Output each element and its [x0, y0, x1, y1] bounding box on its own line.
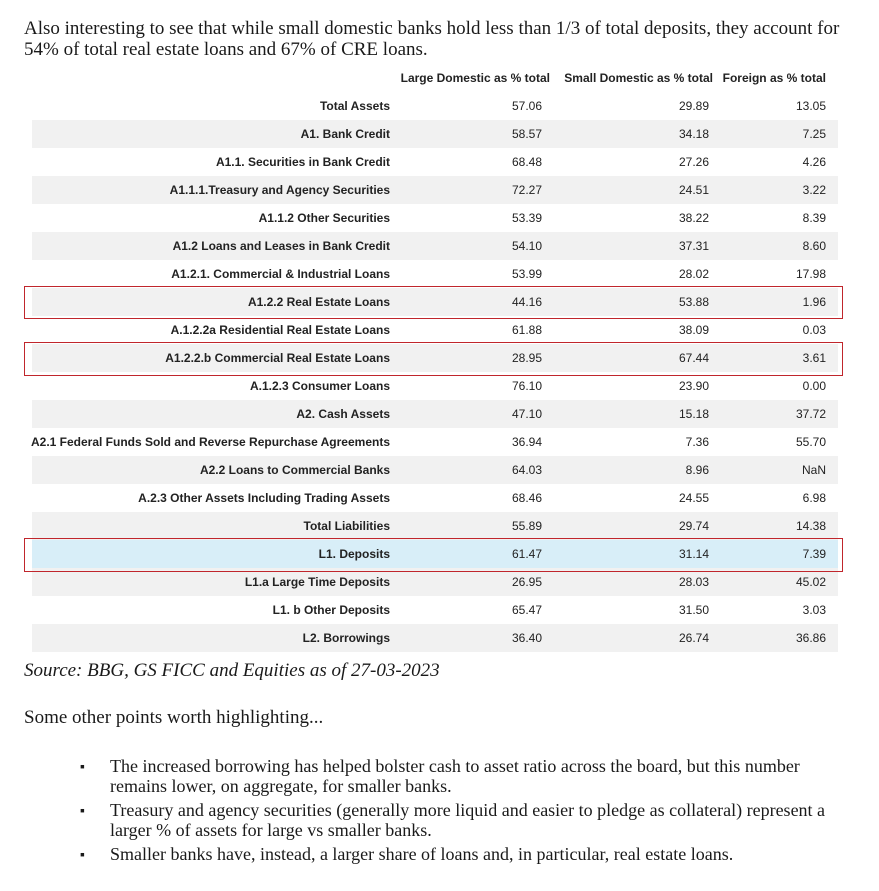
- cell-foreign: 7.25: [802, 127, 826, 141]
- table-row[interactable]: [32, 260, 838, 288]
- bullet-text: Treasury and agency securities (generally more liquid and easier to pledge as collateral) represent a larger % of assets for large vs smaller banks.: [110, 800, 826, 840]
- cell-foreign: 3.03: [802, 603, 826, 617]
- cell-large-domestic: 36.94: [511, 435, 542, 449]
- table-row[interactable]: [32, 596, 838, 624]
- cell-foreign: 17.98: [795, 267, 826, 281]
- cell-foreign: 14.38: [795, 519, 826, 533]
- table-row[interactable]: [32, 400, 838, 428]
- cell-foreign: 6.98: [802, 491, 826, 505]
- cell-large-domestic: 65.47: [511, 603, 542, 617]
- bullet-list: [80, 756, 850, 868]
- header-large-domestic: Large Domestic as % total: [400, 71, 550, 85]
- cell-foreign: 0.03: [802, 323, 826, 337]
- row-label: A1.2.2 Real Estate Loans: [247, 295, 390, 309]
- table-row[interactable]: [32, 512, 838, 540]
- bullet-icon: ▪: [80, 760, 85, 775]
- cell-small-domestic: 31.50: [678, 603, 709, 617]
- cell-large-domestic: 54.10: [511, 239, 542, 253]
- cell-foreign: 36.86: [795, 631, 826, 645]
- cell-foreign: 8.39: [802, 211, 826, 225]
- cell-large-domestic: 72.27: [511, 183, 542, 197]
- cell-small-domestic: 7.36: [685, 435, 709, 449]
- table-row[interactable]: [32, 624, 838, 652]
- bullet-icon: ▪: [80, 804, 85, 819]
- row-label: A.2.3 Other Assets Including Trading Assets: [138, 491, 390, 505]
- cell-large-domestic: 55.89: [511, 519, 542, 533]
- cell-foreign: 3.61: [802, 351, 826, 365]
- table-row[interactable]: [32, 316, 838, 344]
- cell-large-domestic: 68.48: [511, 155, 542, 169]
- bullet-text: The increased borrowing has helped bolster cash to asset ratio across the board, but this number remains lower, on aggregate, for smaller banks.: [110, 756, 800, 796]
- row-label: A1.2.1. Commercial & Industrial Loans: [171, 267, 390, 281]
- cell-small-domestic: 27.26: [678, 155, 709, 169]
- bullet-item: [80, 844, 850, 864]
- cell-large-domestic: 57.06: [511, 99, 542, 113]
- table-row[interactable]: [32, 148, 838, 176]
- header-foreign: Foreign as % total: [722, 71, 826, 85]
- row-label: A1.2.2.b Commercial Real Estate Loans: [165, 351, 390, 365]
- row-label: Total Liabilities: [303, 519, 390, 533]
- cell-small-domestic: 28.02: [678, 267, 709, 281]
- cell-foreign: 7.39: [802, 547, 826, 561]
- table-row[interactable]: [32, 120, 838, 148]
- table-row[interactable]: [32, 428, 838, 456]
- table-header: [32, 66, 838, 92]
- cell-foreign: 45.02: [795, 575, 826, 589]
- cell-foreign: 37.72: [795, 407, 826, 421]
- row-label: A1.2 Loans and Leases in Bank Credit: [172, 239, 390, 253]
- row-label: A1. Bank Credit: [300, 127, 390, 141]
- cell-small-domestic: 53.88: [678, 295, 709, 309]
- cell-foreign: 1.96: [802, 295, 826, 309]
- table-row[interactable]: [32, 204, 838, 232]
- cell-small-domestic: 28.03: [678, 575, 709, 589]
- highlight-box-real-estate-loans: [24, 286, 843, 319]
- cell-large-domestic: 76.10: [511, 379, 542, 393]
- table-row[interactable]: [32, 176, 838, 204]
- row-label: A.1.2.3 Consumer Loans: [249, 379, 390, 393]
- table-row[interactable]: [32, 456, 838, 484]
- bullet-item: [80, 756, 850, 796]
- header-small-domestic: Small Domestic as % total: [564, 71, 713, 85]
- cell-large-domestic: 53.39: [511, 211, 542, 225]
- cell-small-domestic: 24.55: [678, 491, 709, 505]
- cell-small-domestic: 26.74: [678, 631, 709, 645]
- cell-small-domestic: 37.31: [678, 239, 709, 253]
- cell-small-domestic: 38.22: [678, 211, 709, 225]
- row-label: A.1.2.2a Residential Real Estate Loans: [170, 323, 390, 337]
- section-intro: Some other points worth highlighting...: [24, 707, 324, 728]
- cell-foreign: 0.00: [802, 379, 826, 393]
- row-label: A1.1.1.Treasury and Agency Securities: [169, 183, 390, 197]
- cell-large-domestic: 26.95: [511, 575, 542, 589]
- table-row[interactable]: [32, 372, 838, 400]
- row-label: L1. b Other Deposits: [272, 603, 390, 617]
- cell-large-domestic: 61.47: [511, 547, 542, 561]
- row-label: A1.1. Securities in Bank Credit: [215, 155, 390, 169]
- cell-small-domestic: 29.89: [678, 99, 709, 113]
- table-row[interactable]: [32, 232, 838, 260]
- cell-large-domestic: 68.46: [511, 491, 542, 505]
- bullet-text: Smaller banks have, instead, a larger share of loans and, in particular, real estate loans.: [110, 844, 734, 864]
- cell-large-domestic: 28.95: [511, 351, 542, 365]
- row-label: A1.1.2 Other Securities: [258, 211, 390, 225]
- table-row[interactable]: [32, 484, 838, 512]
- cell-large-domestic: 61.88: [511, 323, 542, 337]
- highlight-box-deposits: [24, 538, 843, 572]
- cell-foreign: NaN: [801, 463, 826, 477]
- cell-large-domestic: 58.57: [511, 127, 542, 141]
- row-label: A2. Cash Assets: [296, 407, 390, 421]
- table-row[interactable]: [32, 92, 838, 120]
- row-label: L1.a Large Time Deposits: [244, 575, 390, 589]
- row-label: A2.2 Loans to Commercial Banks: [199, 463, 390, 477]
- cell-small-domestic: 15.18: [678, 407, 709, 421]
- cell-large-domestic: 44.16: [511, 295, 542, 309]
- cell-small-domestic: 23.90: [678, 379, 709, 393]
- cell-foreign: 55.70: [795, 435, 826, 449]
- cell-large-domestic: 47.10: [511, 407, 542, 421]
- cell-foreign: 4.26: [802, 155, 826, 169]
- cell-small-domestic: 8.96: [685, 463, 709, 477]
- cell-foreign: 3.22: [802, 183, 826, 197]
- row-label: Total Assets: [319, 99, 390, 113]
- row-label: A2.1 Federal Funds Sold and Reverse Repurchase Agreements: [30, 435, 390, 449]
- bullet-icon: ▪: [80, 848, 85, 863]
- table-row[interactable]: [32, 568, 838, 596]
- cell-large-domestic: 36.40: [511, 631, 542, 645]
- cell-small-domestic: 29.74: [678, 519, 709, 533]
- cell-foreign: 8.60: [802, 239, 826, 253]
- cell-foreign: 13.05: [795, 99, 826, 113]
- intro-text: Also interesting to see that while small domestic banks hold less than 1/3 of total deposits, they account for 54% of total real estate loans and 67% of CRE loans.: [24, 18, 840, 60]
- cell-large-domestic: 64.03: [511, 463, 542, 477]
- cell-small-domestic: 34.18: [678, 127, 709, 141]
- source-note: Source: BBG, GS FICC and Equities as of 27-03-2023: [24, 660, 440, 681]
- cell-small-domestic: 31.14: [678, 547, 709, 561]
- highlight-box-commercial-real-estate-loans: [24, 342, 843, 376]
- cell-small-domestic: 24.51: [678, 183, 709, 197]
- cell-large-domestic: 53.99: [511, 267, 542, 281]
- cell-small-domestic: 38.09: [678, 323, 709, 337]
- row-label: L1. Deposits: [318, 547, 390, 561]
- bullet-item: [80, 800, 850, 840]
- cell-small-domestic: 67.44: [678, 351, 709, 365]
- row-label: L2. Borrowings: [302, 631, 390, 645]
